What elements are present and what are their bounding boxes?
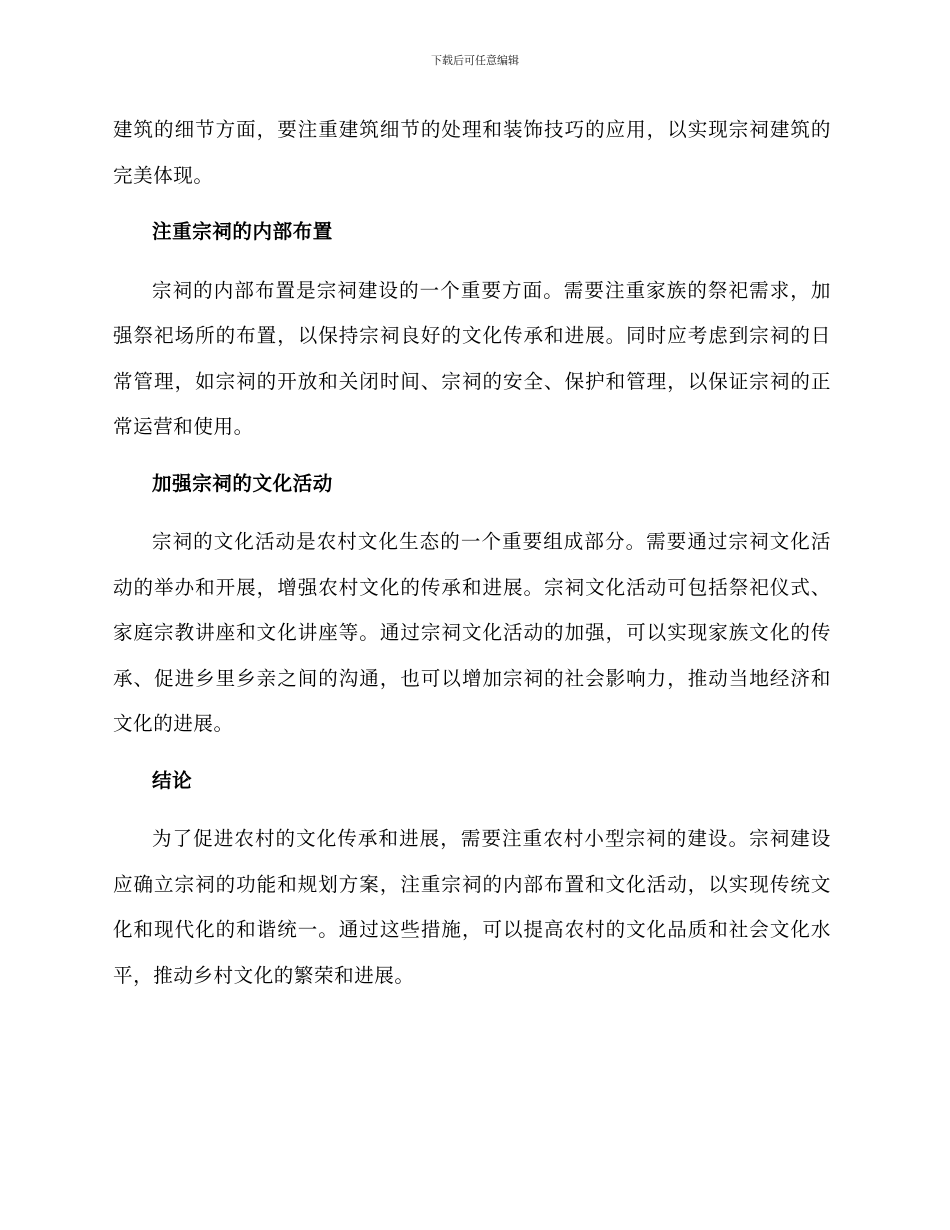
section-heading-conclusion: 结论: [152, 768, 193, 792]
page-header: 下载后可任意编辑: [431, 54, 519, 67]
paragraph-continued: 建筑的细节方面，要注重建筑细节的处理和装饰技巧的应用，以实现宗祠建筑的完美体现。: [113, 118, 831, 187]
section-heading-interior-layout: 注重宗祠的内部布置: [152, 220, 333, 243]
paragraph-cultural-activities: 宗祠的文化活动是农村文化生态的一个重要组成部分。需要通过宗祠文化活动的举办和开展，增强农村文化的传承和进展。宗祠文化活动可包括祭祀仪式、家庭宗教讲座和文化讲座等。通过宗祠文化活动的加强，可以实现家族文化的传承、促进乡里乡亲之间的沟通，也可以增加宗祠的社会影响力，推动当地经济和文化的进展。: [113, 530, 831, 735]
document-body: [113, 107, 831, 998]
section-heading-cultural-activities: 加强宗祠的文化活动: [152, 471, 333, 495]
paragraph-conclusion: 为了促进农村的文化传承和进展，需要注重农村小型宗祠的建设。宗祠建设应确立宗祠的功能和规划方案，注重宗祠的内部布置和文化活动，以实现传统文化和现代化的和谐统一。通过这些措施，可以提高农村的文化品质和社会文化水平，推动乡村文化的繁荣和进展。: [113, 827, 831, 987]
paragraph-interior-layout: 宗祠的内部布置是宗祠建设的一个重要方面。需要注重家族的祭祀需求，加强祭祀场所的布置，以保持宗祠良好的文化传承和进展。同时应考虑到宗祠的日常管理，如宗祠的开放和关闭时间、宗祠的安全、保护和管理，以保证宗祠的正常运营和使用。: [113, 278, 831, 438]
